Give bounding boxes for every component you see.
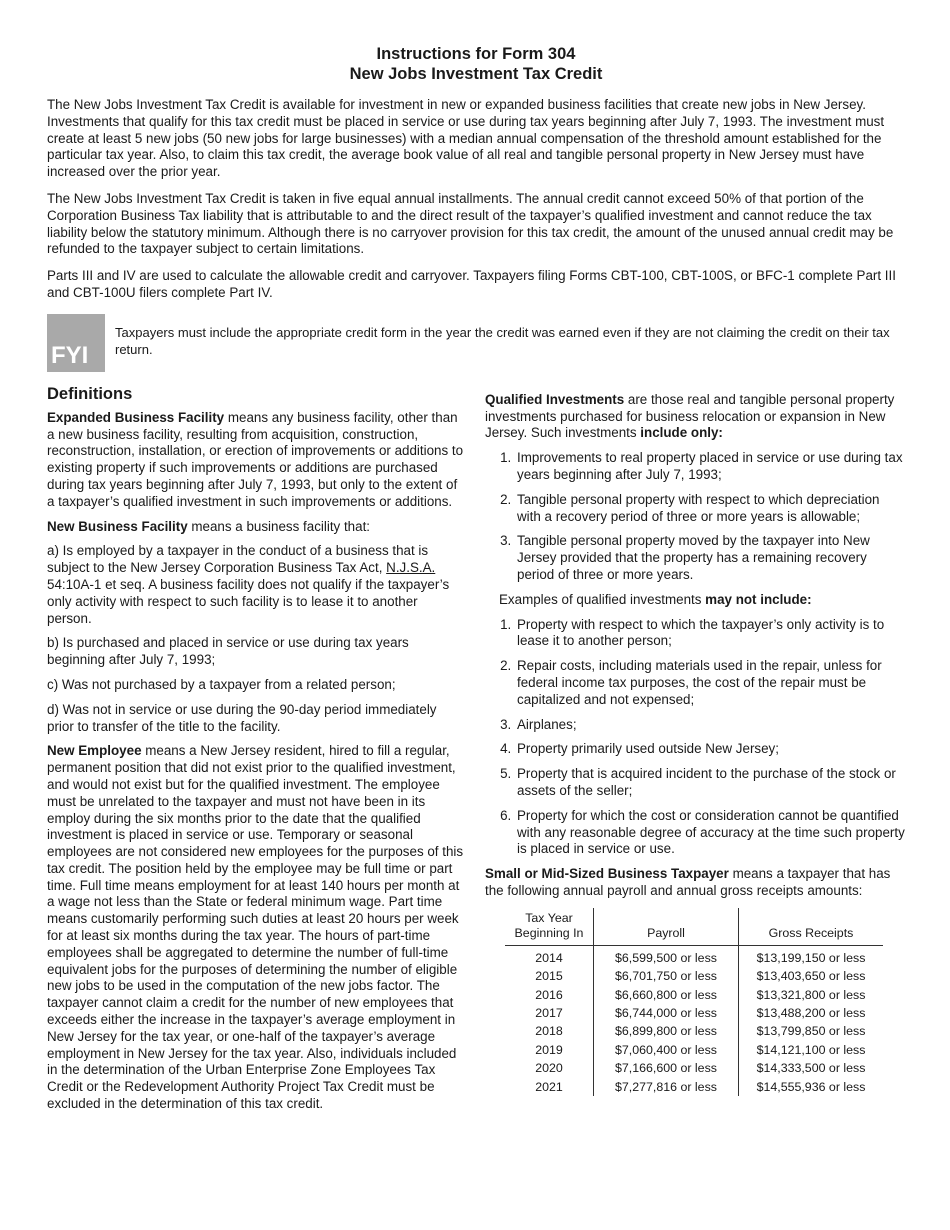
def-text: means a business facility that: (187, 518, 371, 534)
threshold-table (505, 908, 883, 1096)
def-new-business-facility (47, 519, 465, 536)
cell-payroll: $7,060,400 or less (594, 1041, 739, 1059)
cell-receipts: $14,121,100 or less (756, 1042, 866, 1057)
fyi-note (47, 314, 905, 372)
def-qualified-investments (485, 392, 905, 442)
criterion-text: 54:10A-1 et seq. A business facility does not qualify if the taxpayer’s only activity with respect to such facility is to lease it to another person. (47, 576, 450, 626)
exclude-list (485, 617, 905, 859)
list-item: 4. Property primarily used outside New Jersey; (515, 741, 905, 758)
cell-payroll: $6,660,800 or less (594, 986, 739, 1004)
title-line-2: New Jobs Investment Tax Credit (349, 65, 603, 83)
title-line-1: Instructions for Form 304 (376, 45, 576, 63)
def-text: means a New Jersey resident, hired to fill a regular, permanent position that did not exist prior to the qualified investment, and would not exist but for the qualified investment. The employee must be unrelated to the taxpayer and must not have been in its employ during the six months prior to the date that the qualified investment is placed in service or use. Temporary or seasonal employees are not considered new employees for the purposes of this tax credit. The position held by the employee may be full time or part time. Full time means employment for at least 140 hours per month at a wage not less than the State or federal minimum wage. Part time means customarily performing such duties at least 20 hours per week for at least six months during the tax year. The hours of part-time employees shall be aggregated to determine the number of full-time equivalent jobs for the purposes of determining the number of eligible new jobs to be used in the computation of the new jobs factor. The taxpayer cannot claim a credit for the number of new employees that exceeds either the increase in the taxpayer’s average employment in New Jersey for the tax year, or one-half of the taxpayer’s average employment in New Jersey for the tax year. Also, individuals included in the determination of the Urban Enterprise Zone Employees Tax Credit or the Redevelopment Authority Project Tax Credit must be excluded in the determination of this tax credit. (47, 743, 464, 1112)
include-only-label: include only: (640, 425, 723, 441)
cell-payroll: $6,899,800 or less (594, 1022, 739, 1040)
qualified-investments-column (485, 384, 905, 1121)
list-item: 2. Repair costs, including materials used in the repair, unless for federal income tax purposes, the cost of the repair must be capitalized and not expensed; (515, 658, 905, 708)
def-term: New Business Facility (47, 518, 188, 534)
document-page (47, 44, 905, 1121)
cell-year: 2014 (505, 945, 594, 967)
cell-payroll: $6,744,000 or less (594, 1004, 739, 1022)
fyi-text: Taxpayers must include the appropriate credit form in the year the credit was earned even if they are not claiming the credit on their tax return. (115, 324, 890, 357)
table-row (505, 945, 883, 967)
cell-payroll: $7,277,816 or less (594, 1078, 739, 1096)
list-item: 1. Improvements to real property placed in service or use during tax years beginning after July 7, 1993; (515, 450, 905, 484)
exclusions-intro (499, 592, 905, 609)
exclusions-intro-text: Examples of qualified investments (499, 591, 706, 607)
def-new-employee (47, 743, 465, 1113)
table-row (505, 1078, 883, 1096)
cell-payroll: $7,166,600 or less (594, 1059, 739, 1077)
col-header-payroll: Payroll (594, 908, 739, 946)
cell-payroll: $6,701,750 or less (594, 967, 739, 985)
def-term: Expanded Business Facility (47, 409, 225, 425)
include-list (485, 450, 905, 584)
statute-citation: N.J.S.A. (386, 560, 436, 576)
fyi-icon (47, 314, 105, 372)
cell-year: 2018 (505, 1022, 594, 1040)
table-row (505, 1004, 883, 1022)
table-row (505, 986, 883, 1004)
nbf-criterion-d: d) Was not in service or use during the 90-day period immediately prior to transfer of the title to the facility. (47, 701, 437, 734)
nbf-criterion-a (47, 543, 465, 627)
list-item: 6. Property for which the cost or consideration cannot be quantified with any reasonable degree of accuracy at the time such property is placed in service or use. (515, 808, 905, 858)
cell-year: 2019 (505, 1041, 594, 1059)
table-header-row (505, 908, 883, 946)
def-term: Small or Mid-Sized Business Taxpayer (485, 866, 729, 882)
cell-receipts: $14,555,936 or less (756, 1079, 866, 1094)
document-title (47, 44, 905, 84)
cell-payroll: $6,599,500 or less (594, 945, 739, 967)
cell-receipts: $13,488,200 or less (756, 1005, 866, 1020)
def-expanded-business-facility (47, 410, 465, 511)
def-text: means any business facility, other than a new business facility, resulting from acquisition, construction, reconstruction, installation, or erection of improvements or additions to existing property if such improvements or additions are purchased during tax years beginning after July 7, 1993, but only to the extent of a taxpayer’s qualified investment in such improvements or additions. (47, 409, 464, 509)
list-item: 3. Airplanes; (515, 717, 905, 734)
cell-year: 2015 (505, 967, 594, 985)
definitions-column (47, 384, 465, 1121)
cell-year: 2021 (505, 1078, 594, 1096)
cell-receipts: $13,403,650 or less (756, 969, 866, 984)
two-column-body (47, 384, 905, 1121)
cell-receipts: $13,321,800 or less (756, 987, 866, 1002)
def-text: are those real and tangible personal property investments purchased for business relocation or expansion in New Jersey. Such investments (485, 391, 895, 441)
list-item: 1. Property with respect to which the taxpayer’s only activity is to lease it to another person; (515, 617, 905, 651)
def-term: Qualified Investments (485, 391, 625, 407)
fyi-label: FYI (51, 341, 89, 369)
cell-receipts: $13,799,850 or less (756, 1024, 866, 1039)
table-row (505, 1059, 883, 1077)
cell-receipts: $14,333,500 or less (756, 1061, 866, 1076)
definitions-heading: Definitions (47, 384, 133, 403)
col-header-receipts: Gross Receipts (739, 908, 884, 946)
table-row (505, 1041, 883, 1059)
intro-paragraph-1: The New Jobs Investment Tax Credit is available for investment in new or expanded business facilities that create new jobs in New Jersey. Investments that qualify for this tax credit must be placed in service or use during tax years beginning after July 7, 1993. The investment must create at least 5 new jobs (50 new jobs for large businesses) with a median annual compensation of the threshold amount established for the particular tax year. Also, to claim this tax credit, the average book value of all real and tangible personal property in New Jersey must have increased over the prior year. (47, 97, 885, 180)
def-small-business (485, 866, 905, 900)
def-text: means a taxpayer that has the following annual payroll and annual gross receipts amounts: (485, 866, 891, 898)
list-item: 3. Tangible personal property moved by the taxpayer into New Jersey provided that the property has a remaining recovery period of three or more years. (515, 533, 905, 583)
nbf-criterion-b: b) Is purchased and placed in service or use during tax years beginning after July 7, 1993; (47, 635, 409, 668)
col-header-year: Tax Year Beginning In (505, 908, 594, 946)
intro-section (47, 97, 905, 302)
cell-receipts: $13,199,150 or less (756, 950, 866, 965)
list-item: 5. Property that is acquired incident to the purchase of the stock or assets of the seller; (515, 766, 905, 800)
cell-year: 2016 (505, 986, 594, 1004)
cell-year: 2017 (505, 1004, 594, 1022)
intro-paragraph-3: Parts III and IV are used to calculate the allowable credit and carryover. Taxpayers filing Forms CBT-100, CBT-100S, or BFC-1 complete Part III and CBT-100U filers complete Part IV. (47, 268, 896, 300)
def-term: New Employee (47, 743, 142, 759)
may-not-include-label: may not include: (705, 591, 812, 607)
nbf-criterion-c: c) Was not purchased by a taxpayer from a related person; (47, 676, 396, 692)
criterion-text: a) Is employed by a taxpayer in the conduct of a business that is subject to the New Jersey Corporation Business Tax Act, (47, 543, 429, 576)
list-item: 2. Tangible personal property with respect to which depreciation with a recovery period of three or more years is allowable; (515, 492, 905, 526)
table-row (505, 967, 883, 985)
intro-paragraph-2: The New Jobs Investment Tax Credit is taken in five equal annual installments. The annual credit cannot exceed 50% of that portion of the Corporation Business Tax liability that is attributable to and the direct result of the taxpayer’s qualified investment and cannot reduce the tax liability below the statutory minimum. Although there is no carryover provision for this tax credit, the amount of the unused annual credit may be refunded to the taxpayer subject to certain limitations. (47, 190, 894, 257)
table-row (505, 1022, 883, 1040)
cell-year: 2020 (505, 1059, 594, 1077)
